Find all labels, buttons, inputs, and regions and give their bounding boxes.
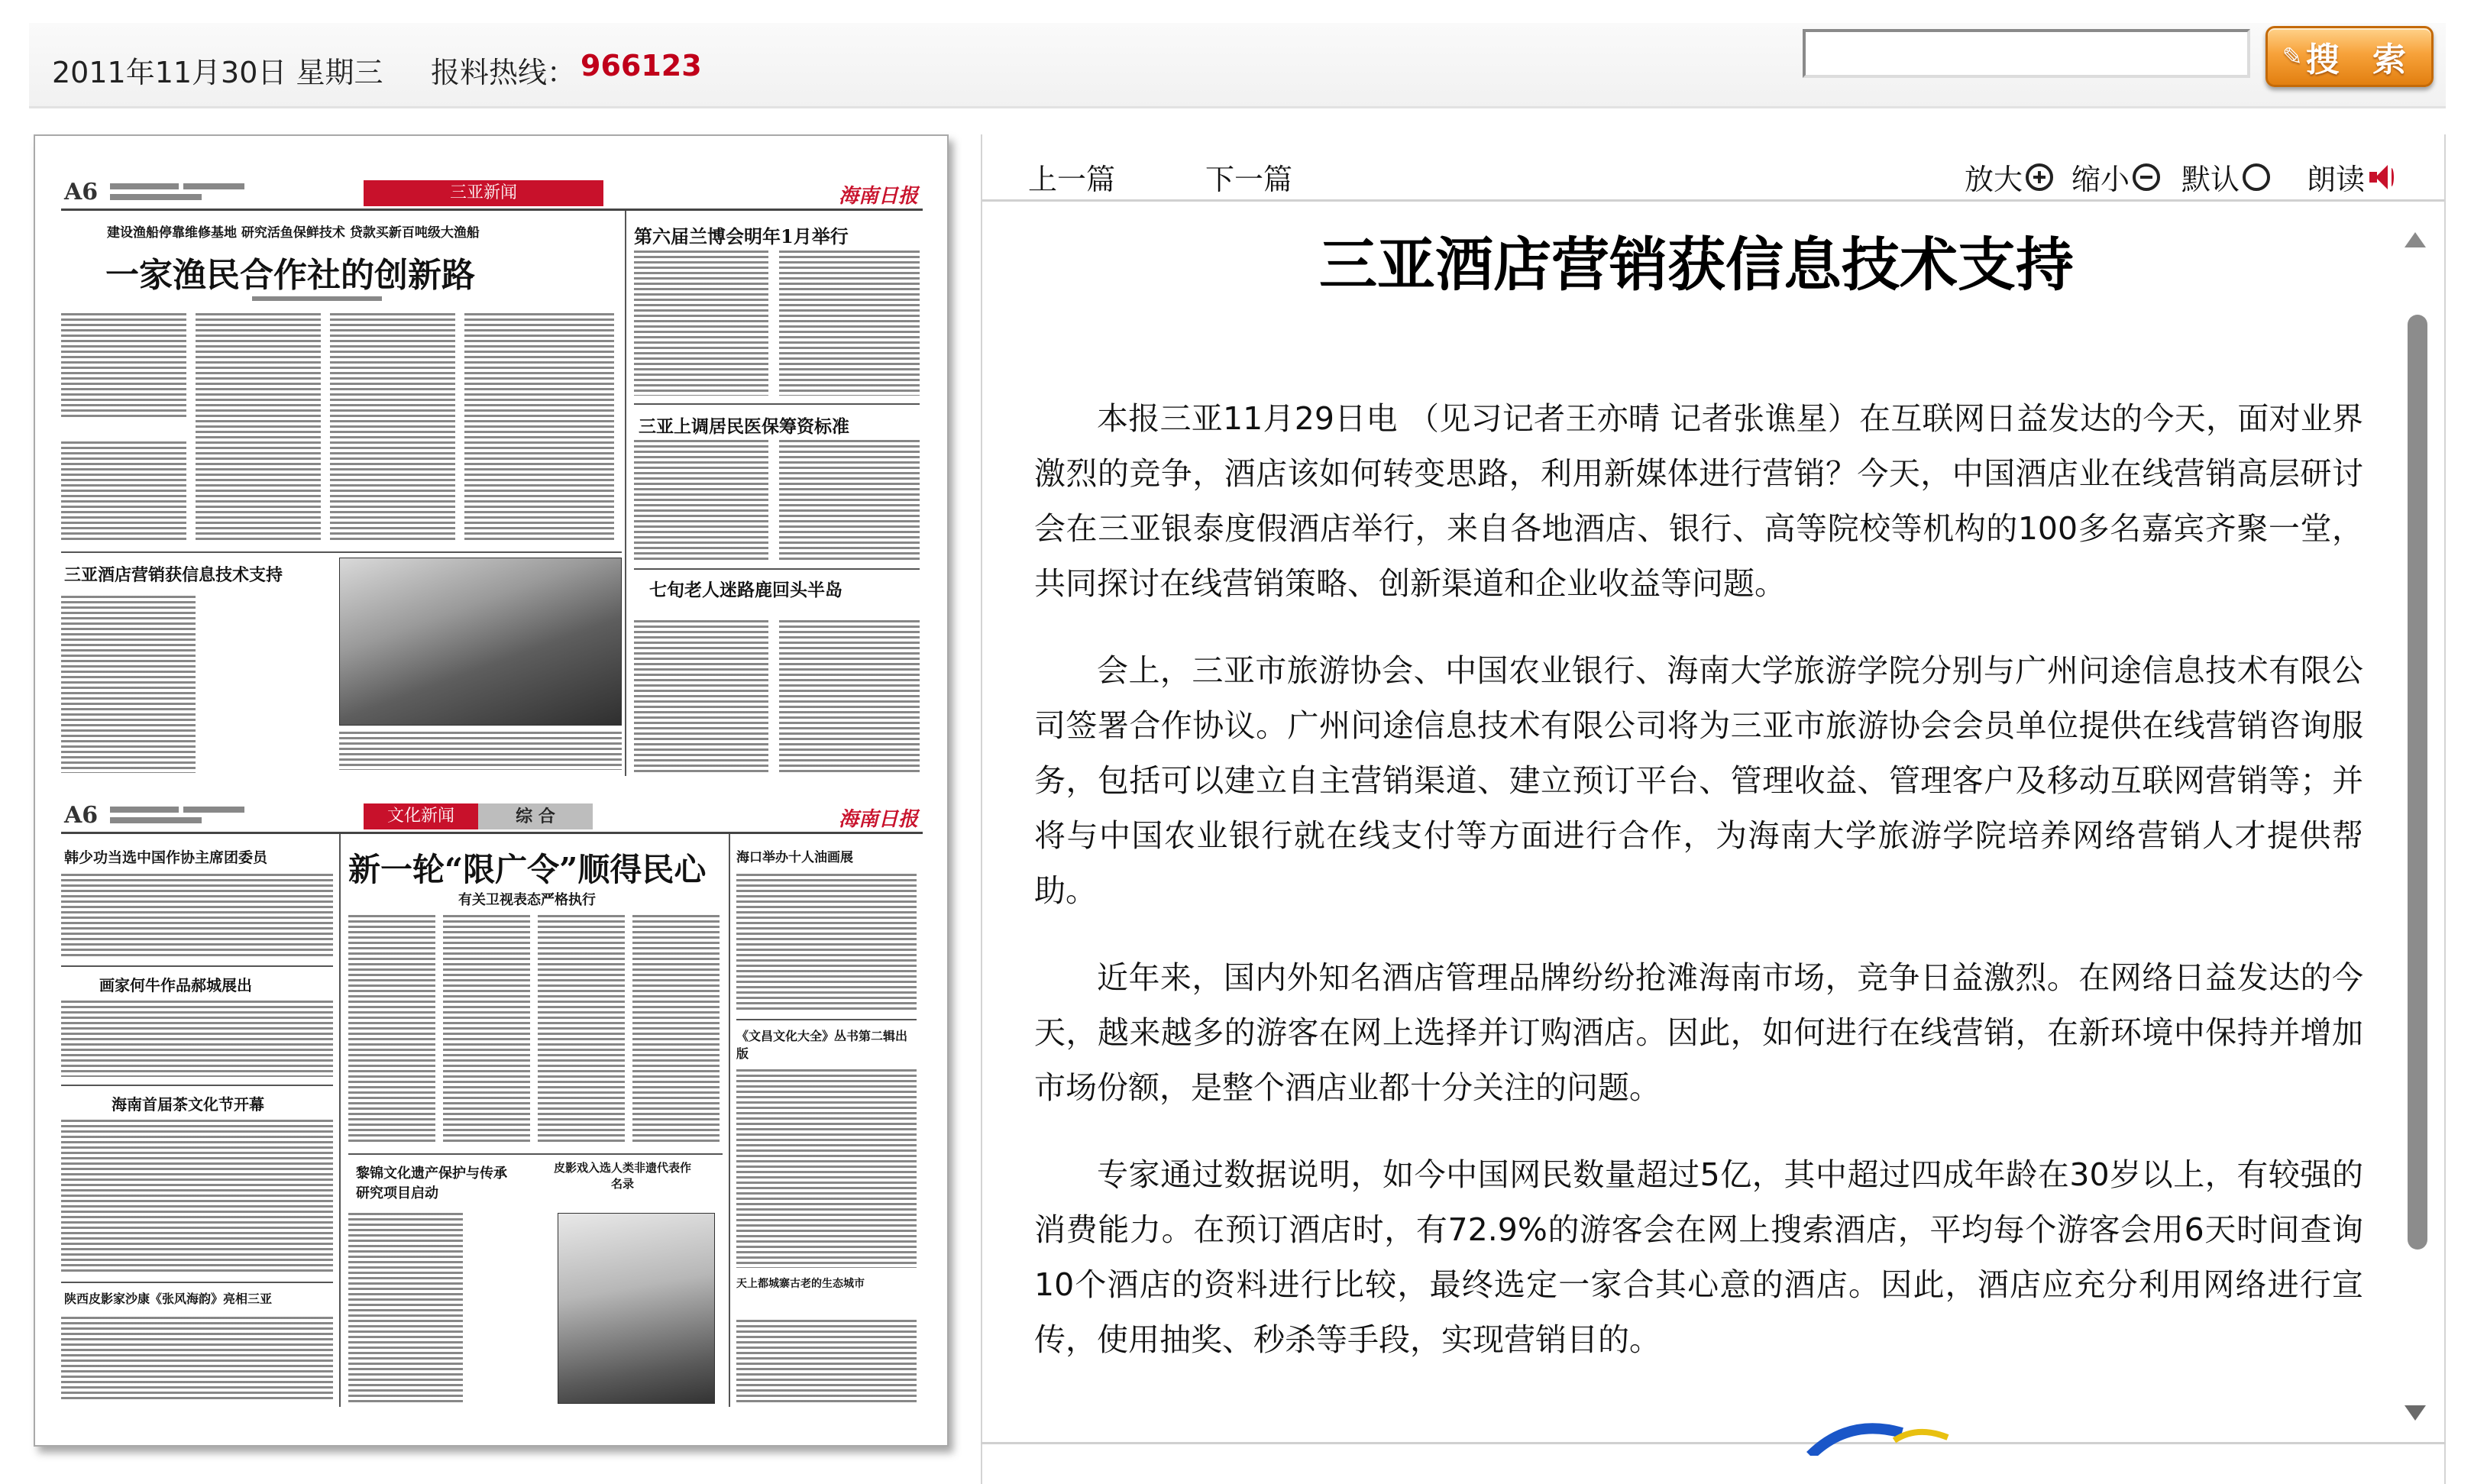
article-toolbar [982, 134, 2444, 202]
newspaper-logo: 海南日报 [838, 808, 918, 831]
side-headline-2: 三亚上调居民医保筹资标准 [639, 416, 849, 437]
pencil-icon: ✎ [2282, 42, 2303, 71]
section-label: 文化新闻 [364, 803, 478, 829]
headline-mid-2: 皮影戏入选人类非遗代表作名录 [553, 1161, 691, 1191]
section-label: 三亚新闻 [364, 180, 603, 206]
search-input[interactable] [1803, 29, 2250, 78]
hotline-label: 报料热线： [431, 56, 577, 89]
article-paragraph: 本报三亚11月29日电 （见习记者王亦晴 记者张谯星）在互联网日益发达的今天，面对业界激烈的竞争，酒店该如何转变思路，利用新媒体进行营销？今天，中国酒店业在线营销高层研讨会在三亚银泰度假酒店举行，来自各地酒店、银行、高等院校等机构的100多名嘉宾齐聚一堂，共同探讨在线营销策略、创新渠道和企业收益等问题。 [1034, 400, 2363, 602]
article-panel [981, 134, 2446, 1484]
headline-right-1: 海口举办十人油画展 [736, 850, 853, 865]
newspaper-page-thumbnail[interactable] [34, 134, 949, 1447]
plus-circle-icon [2026, 163, 2053, 191]
page-number: A6 [64, 179, 99, 205]
read-aloud-button[interactable] [2307, 156, 2398, 198]
section-label-b: 综 合 [478, 803, 593, 829]
headline-left-1: 韩少功当选中国作协主席团委员 [64, 849, 268, 866]
person-photo [558, 1213, 715, 1404]
headline-left-2: 画家何牛作品郝城展出 [99, 976, 252, 994]
zoom-out-label: 缩小 [2071, 163, 2130, 196]
newspaper-page-top[interactable] [61, 177, 923, 781]
headline-left-4: 陕西皮影家沙康《张风海韵》亮相三亚 [64, 1292, 273, 1306]
scrollbar-thumb[interactable] [2408, 315, 2427, 1250]
page-number: A6 [64, 802, 99, 829]
headline-right-3: 天上都城寨古老的生态城市 [736, 1278, 865, 1290]
side-headline-3: 七旬老人迷路鹿回头半岛 [649, 580, 842, 600]
headline-right-2: 《文昌文化大全》丛书第二辑出版 [736, 1029, 908, 1061]
hotline-number: 966123 [581, 49, 702, 82]
speaker-icon [2368, 162, 2398, 192]
newspaper-page-bottom[interactable] [61, 800, 923, 1411]
headline-mid-1: 黎锦文化遗产保护与传承研究项目启动 [356, 1166, 507, 1201]
scroll-down-arrow[interactable] [2405, 1405, 2426, 1421]
article-paragraph: 专家通过数据说明，如今中国网民数量超过5亿，其中超过四成年龄在30岁以上，有较强的消费能力。在预订酒店时，有72.9%的游客会在网上搜索酒店，平均每个游客会用6天时间查询10个酒店的资料进行比较，最终选定一家合其心意的酒店。因此，酒店应充分利用网络进行宣传，使用抽奖、秒杀等手段，实现营销目的。 [1034, 1156, 2363, 1358]
newspaper-logo: 海南日报 [838, 185, 918, 208]
article-body [1034, 391, 2363, 1399]
egrets-photo [339, 558, 622, 726]
main-headline: 一家渔民合作社的创新路 [105, 256, 475, 295]
sub-headline: 有关卫视表态严格执行 [458, 892, 596, 908]
date-text: 2011年11月30日 星期三 [52, 56, 383, 89]
side-headline-1: 第六届兰博会明年1月举行 [634, 225, 849, 247]
next-article-link[interactable]: 下一篇 [1205, 163, 1293, 196]
headline-left-3: 海南首届茶文化节开幕 [112, 1095, 264, 1114]
prev-article-link[interactable]: 上一篇 [1028, 163, 1116, 196]
zoom-in-label: 放大 [1965, 163, 2023, 196]
minus-circle-icon [2133, 163, 2160, 191]
page-header [61, 800, 923, 834]
main-headline: 新一轮“限广令”顺得民心 [348, 851, 707, 888]
read-aloud-label: 朗读 [2307, 163, 2366, 196]
current-article-headline[interactable]: 三亚酒店营销获信息技术支持 [64, 565, 283, 585]
divider [981, 1442, 2446, 1444]
page-header [61, 177, 923, 211]
search-button-label: 搜 索 [2305, 40, 2417, 79]
article-paragraph: 会上，三亚市旅游协会、中国农业银行、海南大学旅游学院分别与广州问途信息技术有限公司签署合作协议。广州问途信息技术有限公司将为三亚市旅游协会会员单位提供在线营销咨询服务，包括可以建立自主营销渠道、建立预订平台、管理收益、管理客户及移动互联网营销等；并将与中国农业银行就在线支付等方面进行合作，为海南大学旅游学院培养网络营销人才提供帮助。 [1034, 652, 2363, 909]
zoom-in-button[interactable] [1965, 156, 2053, 198]
article-title: 三亚酒店营销获信息技术支持 [1319, 231, 2074, 299]
zoom-out-button[interactable] [2071, 156, 2160, 198]
scroll-up-arrow[interactable] [2405, 232, 2426, 247]
kicker-headline: 建设渔船停靠维修基地 研究活鱼保鲜技术 贷款买新百吨级大渔船 [107, 225, 480, 241]
article-paragraph: 近年来，国内外知名酒店管理品牌纷纷抢滩海南市场，竞争日益激烈。在网络日益发达的今天，越来越多的游客在网上选择并订购酒店。因此，如何进行在线营销，在新环境中保持并增加市场份额，是整个酒店业都十分关注的问题。 [1034, 959, 2363, 1106]
default-size-button[interactable] [2181, 156, 2270, 198]
default-size-label: 默认 [2181, 163, 2240, 196]
partial-logo-graphic [1803, 1410, 1963, 1456]
top-bar [29, 23, 2446, 108]
circle-icon [2243, 163, 2270, 191]
search-button[interactable] [2265, 26, 2434, 87]
